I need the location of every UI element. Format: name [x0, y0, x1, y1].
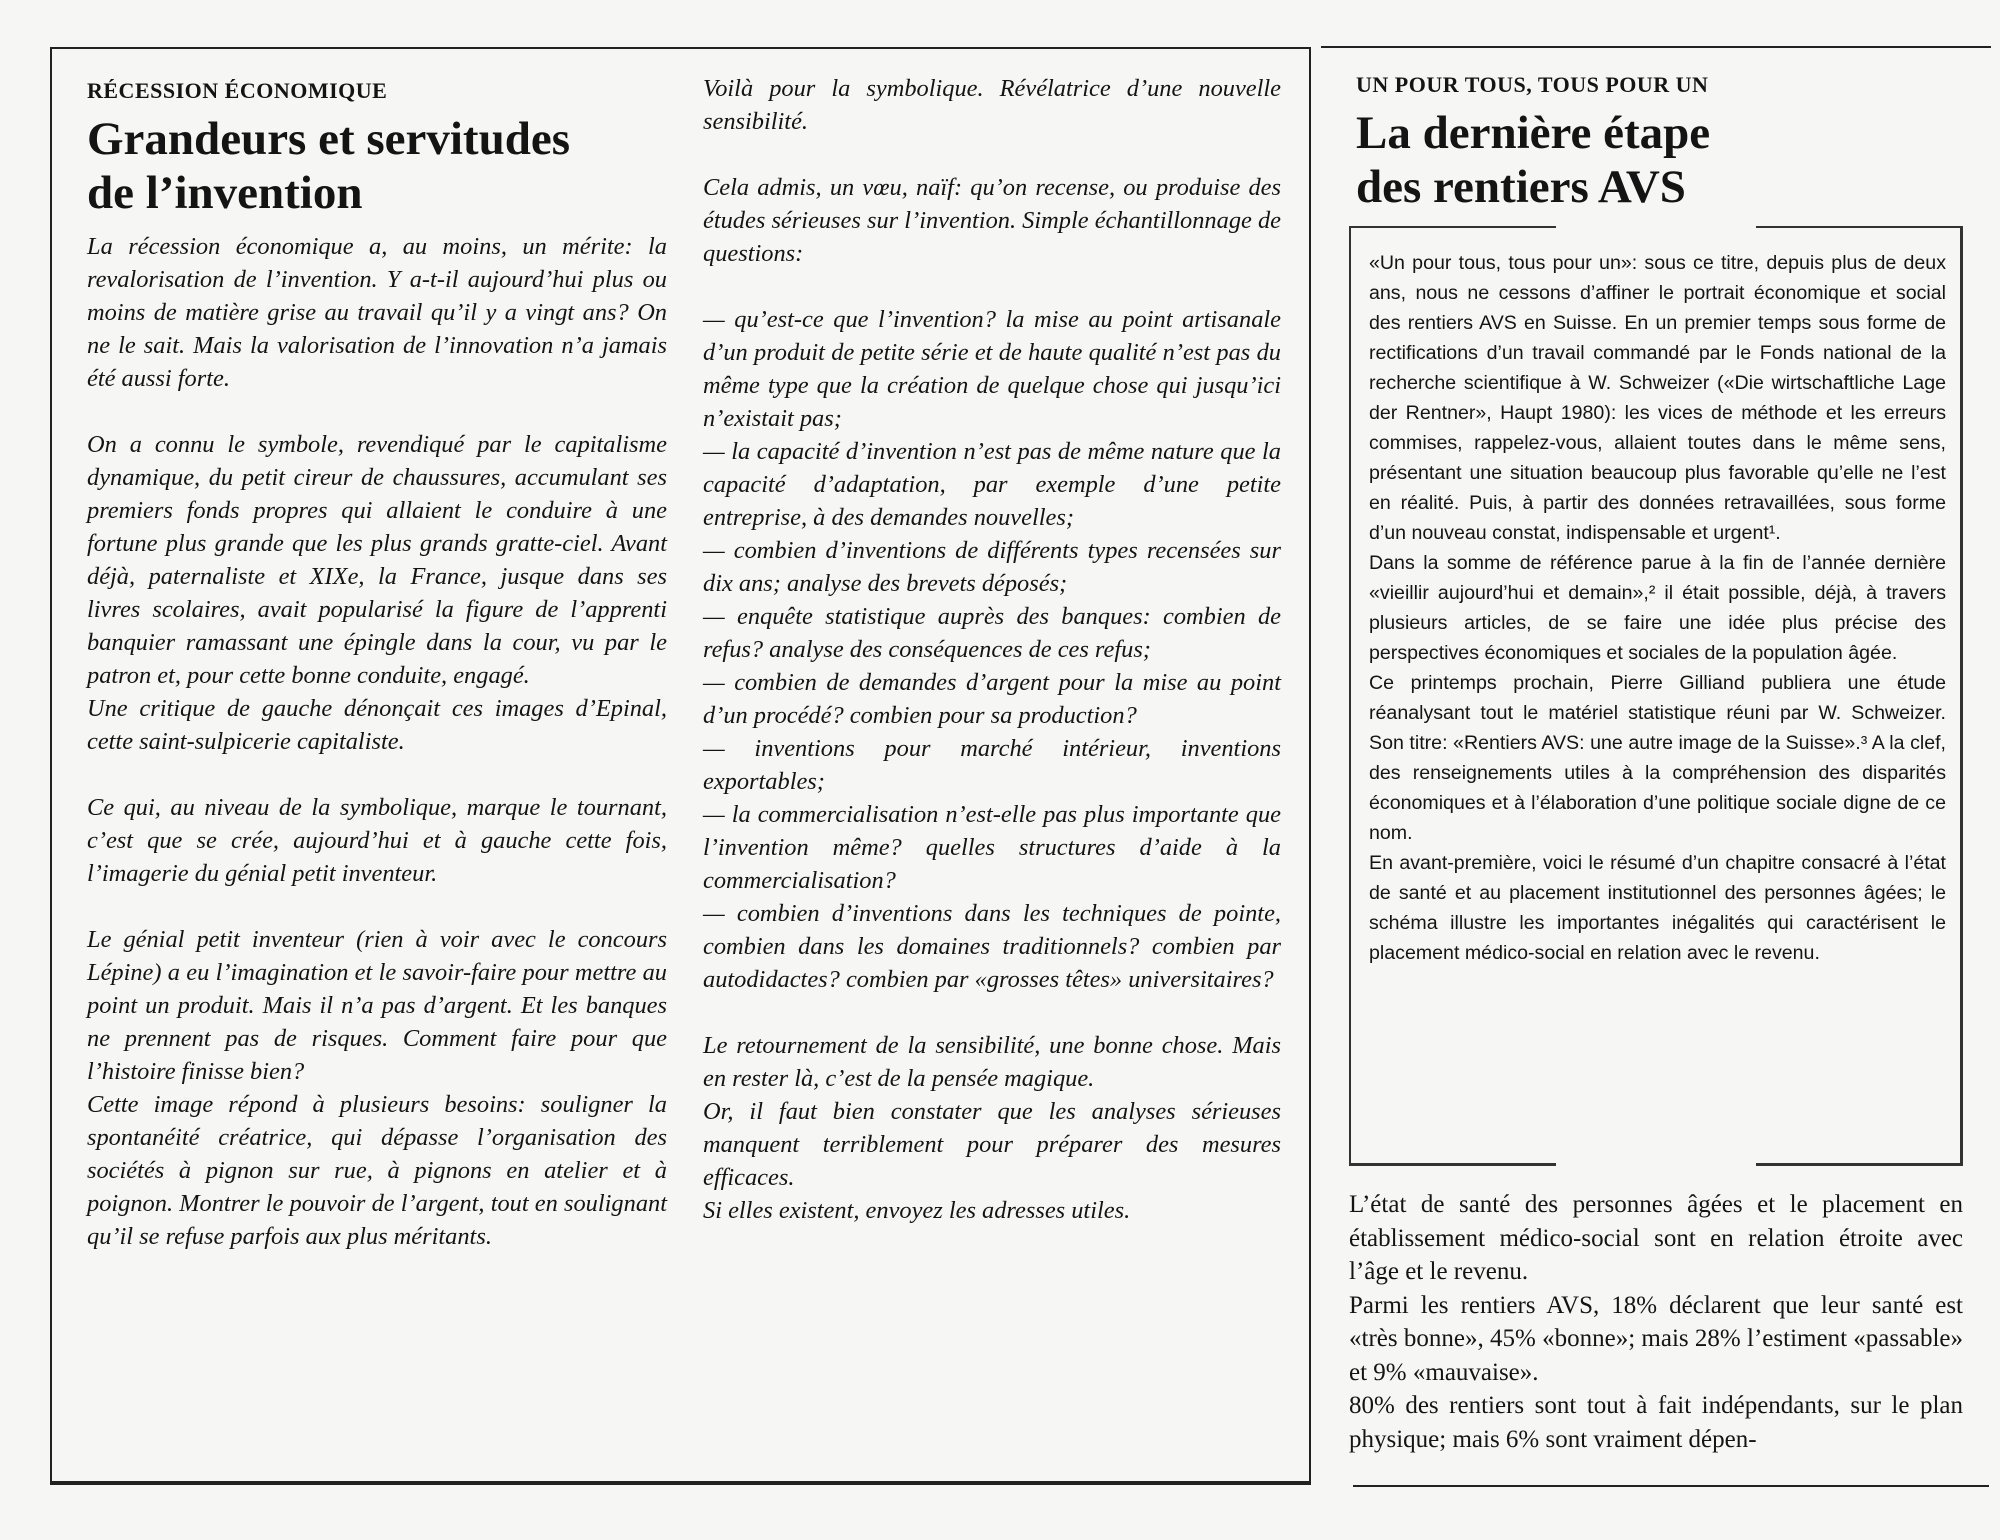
paragraph: «Un pour tous, tous pour un»: sous ce titre, depuis plus de deux ans, nous ne cessons d’affiner le portrait économique et social des rentiers AVS en Suisse. En un premier temps sous forme de rectifications d’un travail commandé par le Fonds national de la recherche scientifique à W. Schweizer («Die wirtschaftliche Lage der Rentner», Haupt 1980): les vices de méthode et les erreurs commises, rappelez-vous, allaient toutes dans le même sens, présentant une situation beaucoup plus favorable qu’elle ne l’est en réalité. Puis, à partir des données retravaillées, sous forme d’un nouveau constat, indispensable et urgent¹.: [1369, 252, 1946, 544]
headline-line: Grandeurs et servitudes: [87, 113, 571, 165]
right-article-headline: [1356, 106, 1966, 214]
left-article-kicker: RÉCESSION ÉCONOMIQUE: [87, 78, 388, 103]
question-item: — qu’est-ce que l’invention? la mise au point artisanale d’un produit de petite série et de haute qualité n’est pas du même type que la création de quelque chose qui jusqu’ici n’existait pas;: [703, 306, 1281, 432]
headline-line: La dernière étape: [1356, 107, 1711, 159]
intro-box: [1349, 226, 1963, 1166]
paragraph: Parmi les rentiers AVS, 18% déclarent que leur santé est «très bonne», 45% «bonne»; mais 28% l’estiment «passable» et 9% «mauvaise».: [1349, 1291, 1963, 1386]
paragraph: Une critique de gauche dénonçait ces images d’Epinal, cette saint-sulpicerie capitaliste.: [87, 695, 667, 755]
question-item: — la commercialisation n’est-elle pas plus importante que l’invention même? quelles structures d’aide à la commercialisation?: [703, 801, 1281, 894]
question-item: — combien de demandes d’argent pour la mise au point d’un procédé? combien pour sa production?: [703, 669, 1281, 729]
paragraph: En avant-première, voici le résumé d’un chapitre consacré à l’état de santé et au placement institutionnel des personnes âgées; le schéma illustre les importantes inégalités qui caractérisent le placement médico-social en relation avec le revenu.: [1369, 852, 1946, 964]
paragraph: Si elles existent, envoyez les adresses utiles.: [703, 1197, 1131, 1224]
right-article-kicker: UN POUR TOUS, TOUS POUR UN: [1356, 72, 1709, 97]
left-article-column-2: [703, 72, 1281, 1227]
question-item: — combien d’inventions de différents types recensées sur dix ans; analyse des brevets déposés;: [703, 537, 1281, 597]
question-item: — inventions pour marché intérieur, inventions exportables;: [703, 735, 1281, 795]
paragraph: L’état de santé des personnes âgées et le placement en établissement médico-social sont en relation étroite avec l’âge et le revenu.: [1349, 1191, 1963, 1285]
paragraph: Dans la somme de référence parue à la fin de l’année dernière «vieillir aujourd’hui et demain»,² il était possible, déjà, à travers plusieurs articles, de se faire une idée plus précise des perspectives économiques et sociales de la population âgée.: [1369, 552, 1946, 664]
paragraph: Ce qui, au niveau de la symbolique, marque le tournant, c’est que se crée, aujourd’hui et à gauche cette fois, l’imagerie du génial petit inventeur.: [87, 794, 667, 887]
right-article-bottom-rule: [1353, 1485, 1989, 1487]
right-article-header: [1356, 72, 1966, 224]
question-item: — combien d’inventions dans les techniques de pointe, combien dans les domaines traditionnels? combien par autodidactes? combien par «grosses têtes» universitaires?: [703, 900, 1281, 993]
right-article-body: [1349, 1188, 1963, 1456]
paragraph: On a connu le symbole, revendiqué par le capitalisme dynamique, du petit cireur de chaussures, accumulant ses premiers fonds propres qui allaient le conduire à une fortune plus grande que les plus grands gratte-ciel. Avant déjà, paternaliste et XIXe, la France, jusque dans ses livres scolaires, avait popularisé la figure de l’apprenti banquier ramassant une épingle dans la cour, vu par le patron et, pour cette bonne conduite, engagé.: [87, 431, 667, 689]
question-item: — la capacité d’invention n’est pas de même nature que la capacité d’adaptation, par exemple d’une petite entreprise, à des demandes nouvelles;: [703, 438, 1281, 531]
paragraph: Ce printemps prochain, Pierre Gilliand publiera une étude réanalysant tout le matériel statistique réuni par W. Schweizer. Son titre: «Rentiers AVS: une autre image de la Suisse».³ A la clef, des renseignements utiles à la compréhension des disparités économiques et à l’élaboration d’une politique sociale digne de ce nom.: [1369, 672, 1946, 844]
paragraph: Cela admis, un vœu, naïf: qu’on recense, ou produise des études sérieuses sur l’invention. Simple échantillonnage de questions:: [703, 174, 1281, 267]
headline-line: des rentiers AVS: [1356, 161, 1686, 213]
question-item: — enquête statistique auprès des banques: combien de refus? analyse des conséquences de ces refus;: [703, 603, 1281, 663]
paragraph: Cette image répond à plusieurs besoins: souligner la spontanéité créatrice, qui dépasse l’organisation des sociétés à pignon sur rue, à pignons en atelier et à poignon. Montrer le pouvoir de l’argent, tout en soulignant qu’il se refuse parfois aux plus méritants.: [87, 1091, 667, 1250]
right-article-top-rule: [1321, 46, 1991, 48]
paragraph: Or, il faut bien constater que les analyses sérieuses manquent terriblement pour préparer des mesures efficaces.: [703, 1098, 1281, 1191]
paragraph: Voilà pour la symbolique. Révélatrice d’une nouvelle sensibilité.: [703, 75, 1281, 135]
headline-line: de l’invention: [87, 167, 363, 219]
paragraph: La récession économique a, au moins, un mérite: la revalorisation de l’invention. Y a-t-il aujourd’hui plus ou moins de matière grise au travail qu’il y a vingt ans? On ne le sait. Mais la valorisation de l’innovation n’a jamais été aussi forte.: [87, 233, 667, 392]
left-article-column-1: [87, 78, 667, 1253]
paragraph: Le retournement de la sensibilité, une bonne chose. Mais en rester là, c’est de la pensée magique.: [703, 1032, 1281, 1092]
left-article-headline: [87, 112, 667, 220]
paragraph: 80% des rentiers sont tout à fait indépendants, sur le plan physique; mais 6% sont vraiment dépen-: [1349, 1392, 1963, 1453]
paragraph: Le génial petit inventeur (rien à voir avec le concours Lépine) a eu l’imagination et le savoir-faire pour mettre au point un produit. Mais il n’a pas d’argent. Et les banques ne prennent pas de risques. Comment faire pour que l’histoire finisse bien?: [87, 926, 667, 1085]
